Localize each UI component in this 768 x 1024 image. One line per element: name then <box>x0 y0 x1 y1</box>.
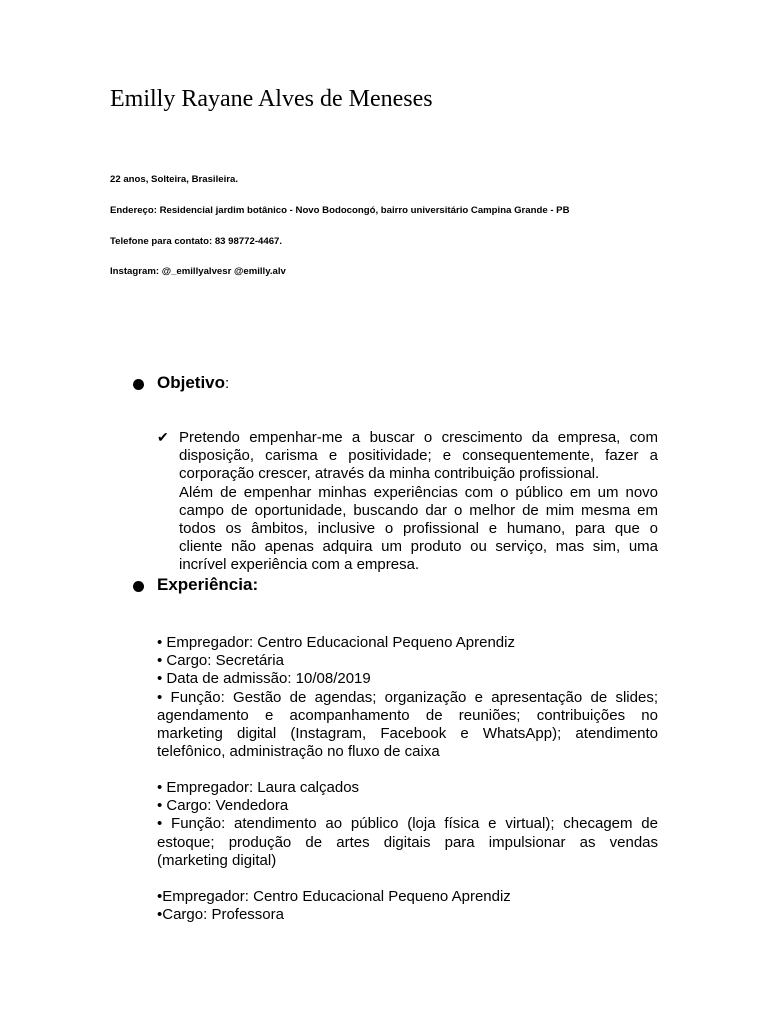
objetivo-line: disposição, carisma e positividade; e consequentemente, fazer a <box>179 447 658 465</box>
section-experiencia <box>133 575 258 595</box>
job-line: marketing digital (Instagram, Facebook e WhatsApp); atendimento <box>157 725 658 743</box>
checkmark-icon: ✔ <box>157 429 169 445</box>
job-line: estoque; produção de artes digitais para impulsionar as vendas <box>157 833 658 851</box>
job-entry <box>157 888 658 924</box>
job-line: • Cargo: Secretária <box>157 652 284 670</box>
bullet-icon <box>133 581 144 592</box>
instagram: Instagram: @_emillyalvesr @emilly.alv <box>110 266 286 277</box>
section-title-experiencia: Experiência: <box>157 575 259 594</box>
section-title-colon: : <box>225 374 230 392</box>
job-line: • Data de admissão: 10/08/2019 <box>157 670 371 688</box>
job-line: • Empregador: Laura calçados <box>157 779 360 796</box>
section-objetivo <box>133 373 229 393</box>
objetivo-line: Além de empenhar minhas experiências com o público em um novo <box>179 483 658 501</box>
job-line: agendamento e acompanhamento de reuniões; contribuições no <box>157 706 658 724</box>
job-line: • Função: Gestão de agendas; organização e apresentação de slides; <box>157 688 658 706</box>
objetivo-text <box>179 429 658 575</box>
job-entry <box>157 779 658 870</box>
candidate-name: Emilly Rayane Alves de Meneses <box>110 86 433 112</box>
personal-info: 22 anos, Solteira, Brasileira. <box>110 174 238 185</box>
bullet-icon <box>133 379 144 390</box>
job-entry <box>157 634 658 761</box>
objetivo-line: corporação crescer, através da minha contribuição profissional. <box>179 465 600 483</box>
phone: Telefone para contato: 83 98772-4467. <box>110 236 283 247</box>
objetivo-line: campo de oportunidade, buscando dar o melhor de mim mesma em <box>179 501 658 519</box>
job-line: • Cargo: Vendedora <box>157 797 289 815</box>
objetivo-line: Pretendo empenhar-me a buscar o crescimento da empresa, com <box>179 429 658 446</box>
objetivo-line: todos os âmbitos, inclusive o profissional e humano, para que o <box>179 520 658 538</box>
job-line: •Cargo: Professora <box>157 906 284 924</box>
job-line: (marketing digital) <box>157 851 277 869</box>
section-title-objetivo: Objetivo <box>157 373 226 392</box>
objetivo-line: incrível experiência com a empresa. <box>179 556 420 574</box>
job-line: • Empregador: Centro Educacional Pequeno Aprendiz <box>157 634 515 651</box>
job-line: •Empregador: Centro Educacional Pequeno Aprendiz <box>157 888 511 905</box>
job-line: telefônico, administração no fluxo de caixa <box>157 743 440 761</box>
objetivo-line: cliente não apenas adquira um produto ou serviço, mas sim, uma <box>179 538 658 556</box>
job-line: • Função: atendimento ao público (loja física e virtual); checagem de <box>157 815 658 833</box>
address: Endereço: Residencial jardim botânico - Novo Bodocongó, bairro universitário Campina Grande - PB <box>110 205 570 216</box>
